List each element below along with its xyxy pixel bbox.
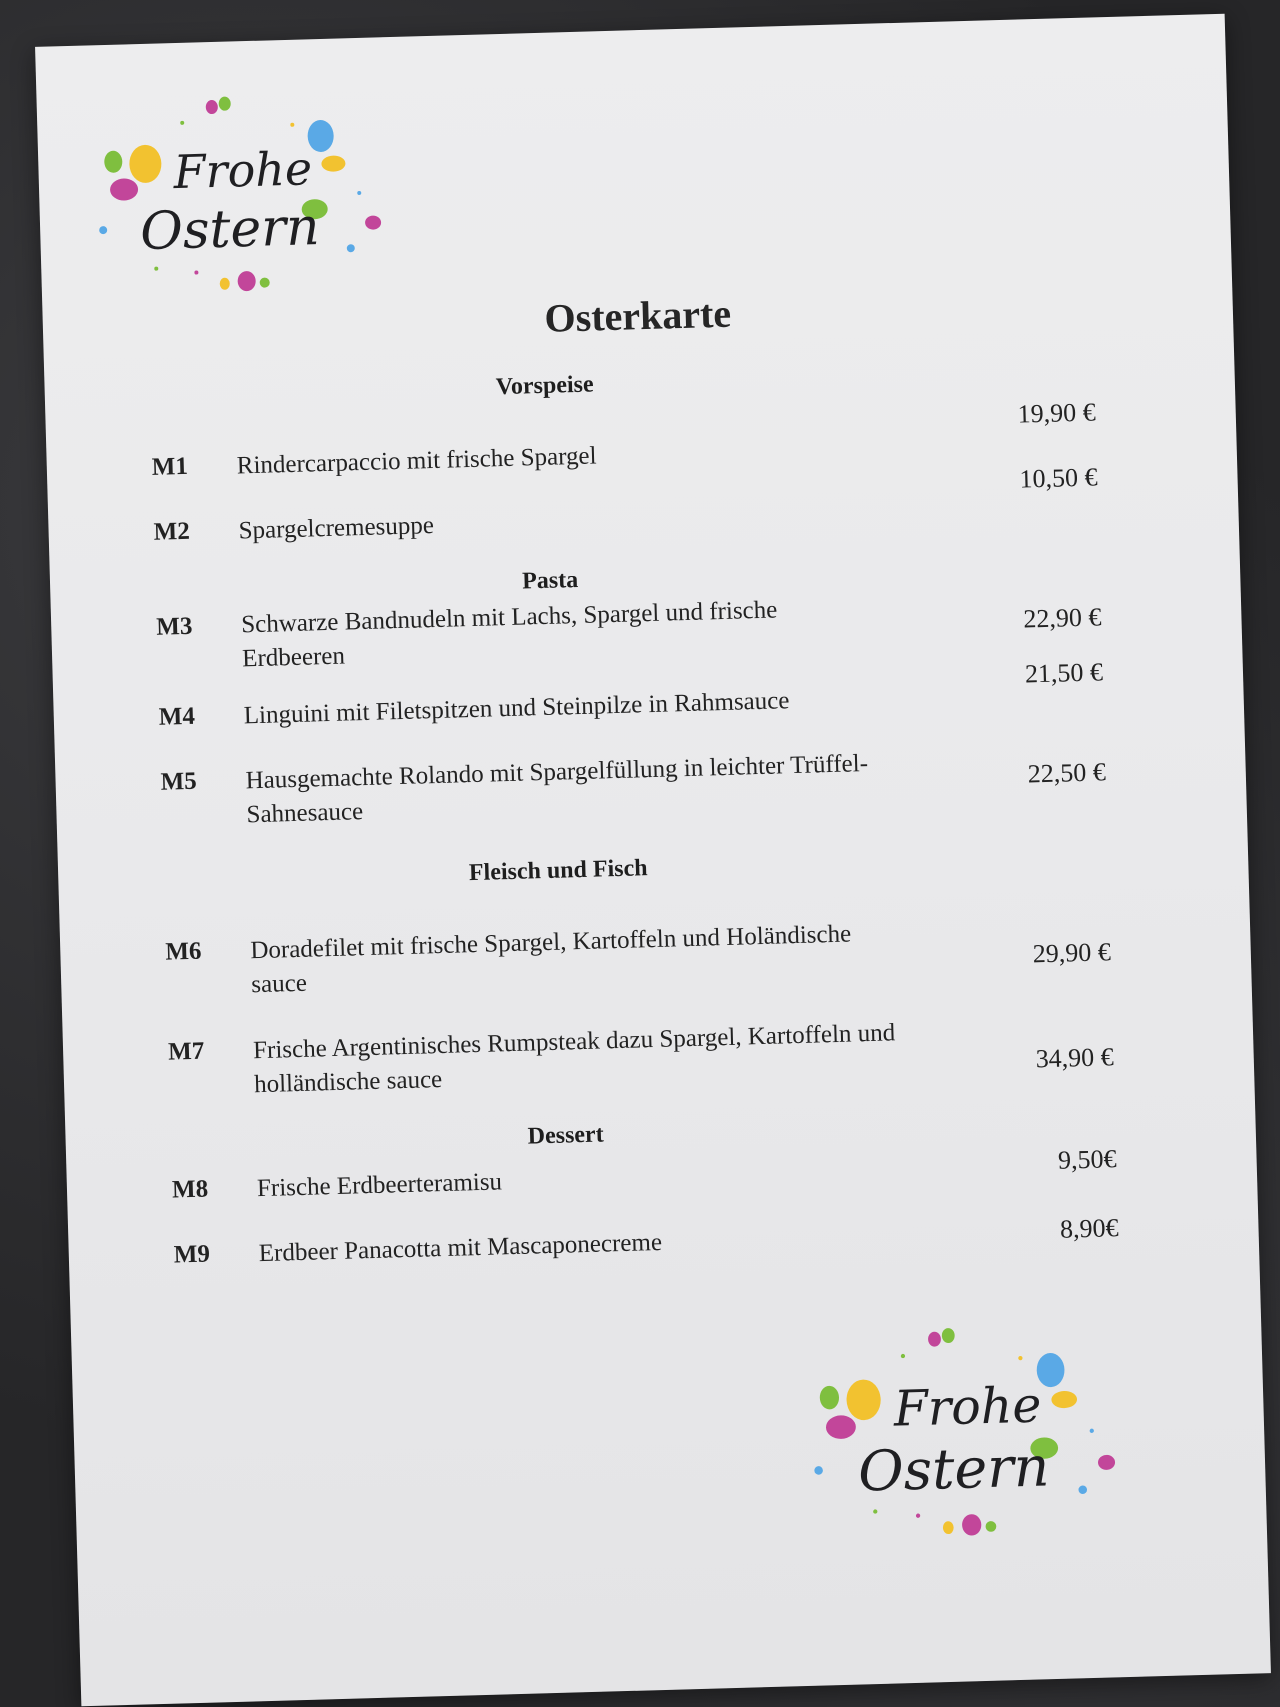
item-description: Spargelcremesuppe	[238, 511, 435, 545]
item-description: Erdbeer Panacotta mit Mascaponecreme	[258, 1228, 663, 1268]
item-price: 34,90 €	[1035, 1042, 1115, 1074]
section-heading-dessert: Dessert	[527, 1121, 604, 1150]
item-code: M3	[155, 612, 193, 641]
item-price: 19,90 €	[1017, 397, 1097, 429]
item-code: M8	[171, 1175, 209, 1204]
item-price: 10,50 €	[1019, 462, 1098, 494]
item-price: 22,90 €	[1023, 602, 1102, 634]
item-code: M4	[158, 702, 196, 731]
logo-text-ostern: Ostern	[857, 1435, 1051, 1505]
item-description: Hausgemachte Rolando mit Spargelfüllung in leichter Trüffel-Sahnesauce	[245, 749, 869, 829]
item-price: 29,90 €	[1032, 937, 1112, 969]
item-description: Frische Erdbeerteramisu	[256, 1168, 503, 1203]
menu-item	[60, 898, 1250, 999]
item-description: Linguini mit Filetspitzen und Steinpilze in Rahmsauce	[243, 687, 790, 730]
menu-item	[55, 728, 1245, 829]
item-price: 21,50 €	[1024, 657, 1104, 689]
item-code: M2	[153, 517, 191, 546]
item-description: Rindercarpaccio mit frische Spargel	[236, 442, 597, 480]
item-price: 8,90€	[1059, 1213, 1119, 1244]
section-heading-fleisch-und-fisch: Fleisch und Fisch	[468, 855, 648, 887]
item-code: M5	[160, 767, 198, 796]
easter-eggs-icon	[806, 1307, 1132, 1551]
item-price: 22,50 €	[1027, 757, 1107, 789]
item-description: Schwarze Bandnudeln mit Lachs, Spargel und frische Erdbeeren	[240, 596, 778, 673]
item-code: M7	[167, 1037, 205, 1066]
menu-item	[63, 998, 1253, 1099]
item-code: M1	[151, 452, 189, 481]
item-description: Frische Argentinisches Rumpsteak dazu Spargel, Kartoffeln und holländische sauce	[252, 1019, 896, 1099]
item-code: M9	[173, 1240, 211, 1269]
page-title: Osterkarte	[543, 290, 732, 341]
easter-logo-top	[91, 82, 397, 300]
item-description: Doradefilet mit frische Spargel, Kartoffeln und Holändische sauce	[250, 920, 852, 999]
section-heading-vorspeise: Vorspeise	[495, 371, 594, 401]
menu-item	[53, 657, 1243, 731]
easter-eggs-icon	[91, 82, 397, 300]
logo-text-frohe: Frohe	[172, 141, 313, 200]
logo-text-ostern: Ostern	[139, 197, 321, 263]
section-heading-pasta: Pasta	[521, 566, 579, 595]
item-price: 9,50€	[1057, 1144, 1117, 1175]
easter-logo-bottom	[806, 1307, 1132, 1551]
item-code: M6	[165, 937, 202, 966]
menu-sheet	[35, 14, 1271, 1707]
menu-item	[68, 1203, 1258, 1269]
logo-text-frohe: Frohe	[892, 1375, 1043, 1438]
